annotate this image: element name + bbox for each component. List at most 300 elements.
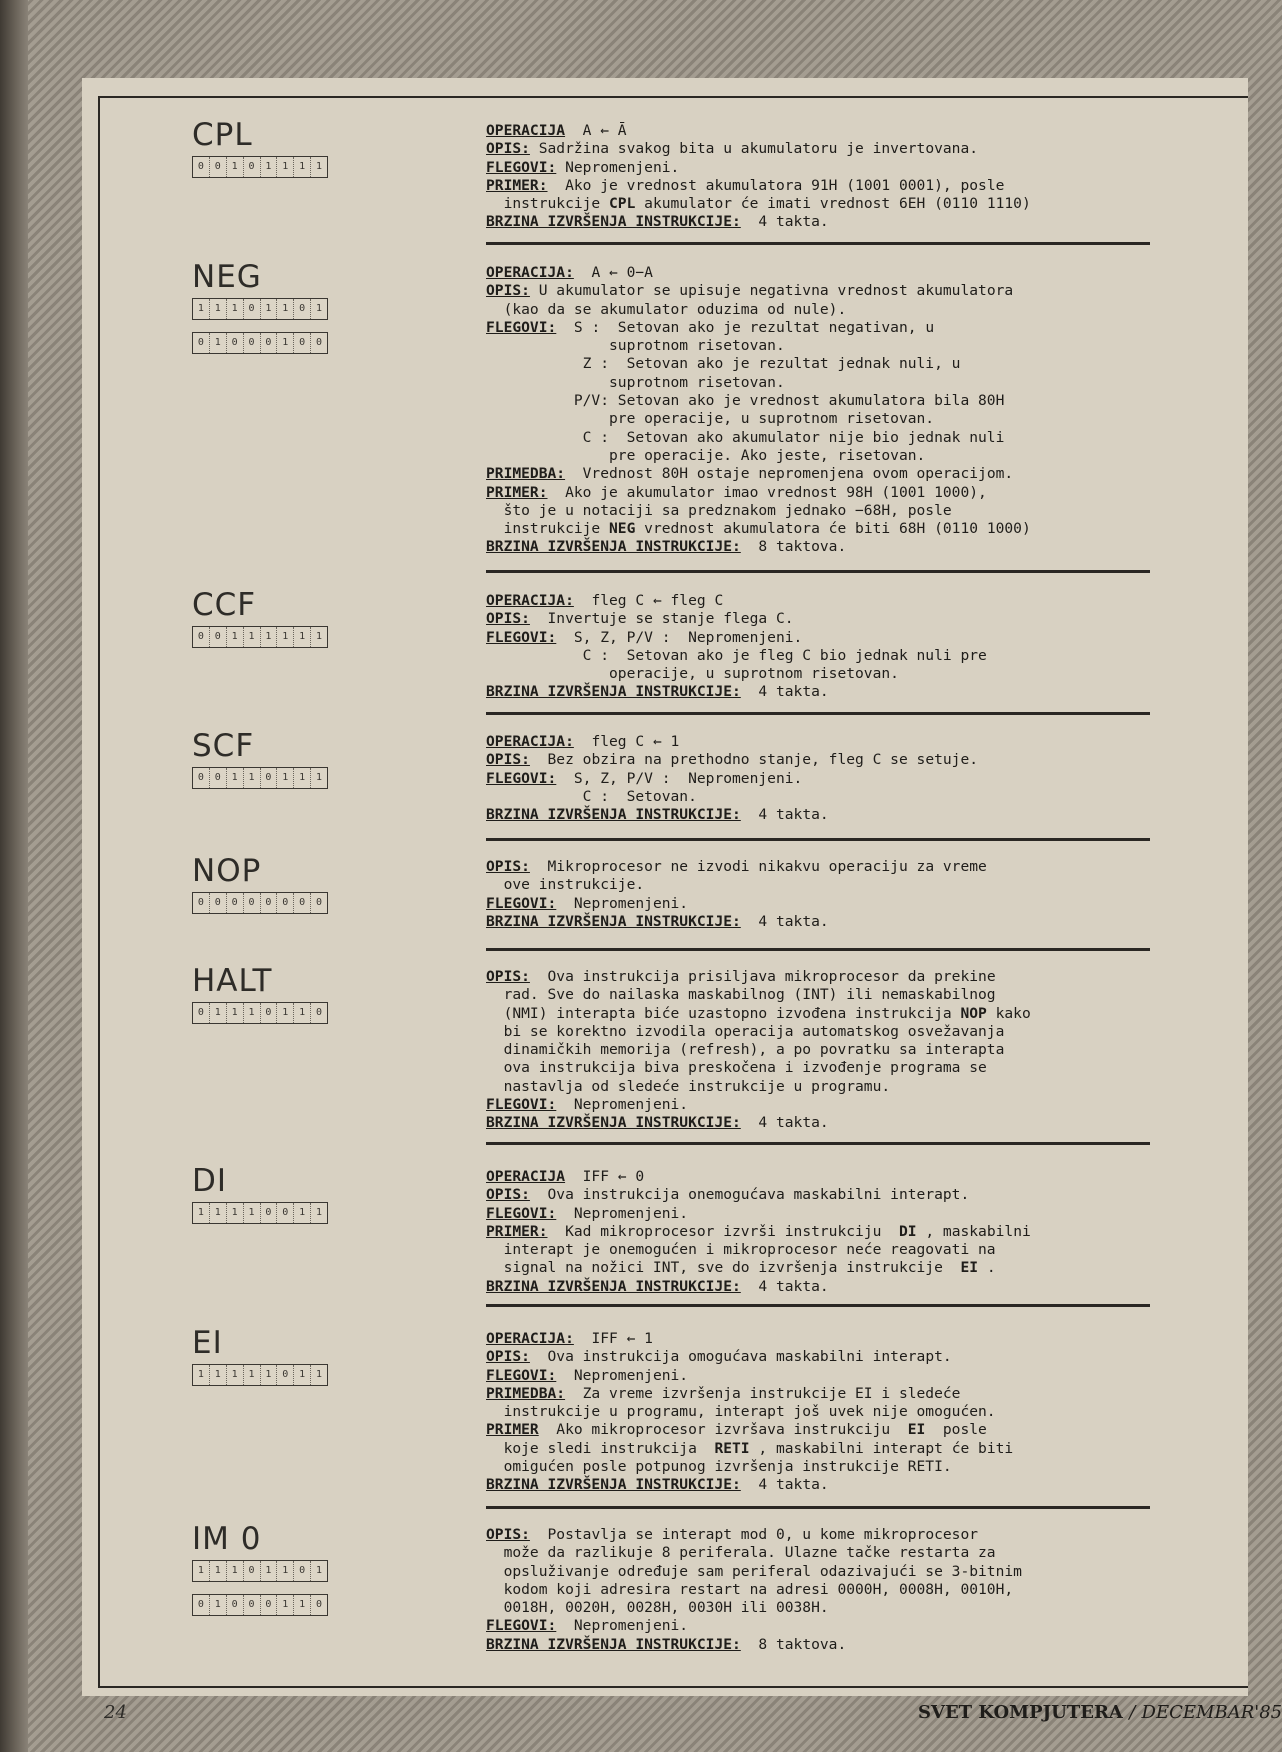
field-text: A ← Ā <box>565 122 627 139</box>
field-label: BRZINA IZVRŠENJA INSTRUKCIJE: <box>486 1476 741 1494</box>
description-line <box>486 751 1166 769</box>
opcode-bit: 1 <box>227 768 244 788</box>
description-line <box>486 913 1166 931</box>
field-text: 8 taktova. <box>740 1635 847 1653</box>
field-text: A ← 0−A <box>573 264 653 281</box>
description-line <box>486 1581 1166 1599</box>
instruction-description <box>486 592 1166 702</box>
opcode-bit: 1 <box>244 1365 261 1385</box>
opcode-bit: 0 <box>227 333 244 353</box>
opcode-bit: 0 <box>244 1561 261 1581</box>
opcode-byte <box>192 332 328 354</box>
description-line <box>486 1278 1166 1296</box>
field-label: FLEGOVI: <box>486 1617 557 1635</box>
opcode-bit: 0 <box>294 893 311 913</box>
opcode-bit: 1 <box>210 1365 227 1385</box>
description-line <box>486 159 1166 177</box>
description-line <box>486 195 1166 213</box>
description-line <box>486 1023 1166 1041</box>
opcode-bit: 1 <box>316 303 323 314</box>
opcode-bit: 1 <box>193 299 210 319</box>
field-label: OPERACIJA: <box>486 264 574 281</box>
field-text: suprotnom risetovan. <box>486 337 785 355</box>
description-line <box>486 1544 1166 1562</box>
instruction-reference: DI <box>898 1222 917 1240</box>
opcode-bit: 1 <box>193 1203 210 1223</box>
description-line <box>486 665 1166 683</box>
field-label: BRZINA IZVRŠENJA INSTRUKCIJE: <box>486 1277 741 1295</box>
field-label: FLEGOVI: <box>486 1366 557 1384</box>
opcode-bit: 1 <box>277 333 294 353</box>
opcode-bit: 0 <box>227 1595 244 1615</box>
field-label: OPIS: <box>486 858 530 875</box>
field-text: Ova instrukcija onemogućava maskabilni interapt. <box>529 1186 970 1204</box>
opcode-bit: 0 <box>193 768 210 788</box>
opcode-bit: 1 <box>210 299 227 319</box>
description-line <box>486 465 1166 483</box>
field-text: C : Setovan ako je fleg C bio jednak nuli pre <box>486 646 987 664</box>
field-label: OPERACIJA: <box>486 1330 574 1347</box>
description-line <box>486 319 1166 337</box>
opcode-bit: 1 <box>294 1003 311 1023</box>
description-line <box>486 1367 1166 1385</box>
section-divider <box>486 1506 1150 1509</box>
description-line <box>486 788 1166 806</box>
opcode-bit: 1 <box>210 1561 227 1581</box>
opcode-bit: 1 <box>227 1561 244 1581</box>
opcode-bit: 0 <box>294 299 311 319</box>
opcode-bit: 1 <box>244 627 261 647</box>
description-line <box>486 1385 1166 1403</box>
field-text: 4 takta. <box>740 806 829 824</box>
instruction-mnemonic: CPL <box>192 117 253 153</box>
field-text: IFF ← 0 <box>565 1168 645 1185</box>
instruction-mnemonic: SCF <box>192 728 255 764</box>
section-divider <box>486 1304 1150 1307</box>
field-text: može da razlikuje 8 periferala. Ulazne tačke restarta za <box>486 1544 996 1562</box>
field-label: BRZINA IZVRŠENJA INSTRUKCIJE: <box>486 912 741 930</box>
field-text: instrukcije <box>486 195 610 213</box>
description-line <box>486 1186 1166 1204</box>
field-text: 4 takta. <box>740 213 829 231</box>
opcode-bit: 1 <box>244 1203 261 1223</box>
section-divider <box>486 1142 1150 1145</box>
opcode-bit: 0 <box>193 1003 210 1023</box>
description-line <box>486 806 1166 824</box>
field-label: OPIS: <box>486 1348 530 1366</box>
opcode-bit: 1 <box>294 627 311 647</box>
description-line <box>486 140 1166 158</box>
opcode-bit: 1 <box>294 1365 311 1385</box>
field-text: Za vreme izvršenja instrukcije EI i sledeće <box>565 1384 961 1402</box>
magazine-title <box>918 1702 1282 1723</box>
description-line <box>486 592 1166 610</box>
instruction-mnemonic: DI <box>192 1163 228 1199</box>
opcode-bit: 1 <box>277 768 294 788</box>
opcode-bit: 1 <box>261 1365 278 1385</box>
opcode-bit: 0 <box>277 893 294 913</box>
field-text: kodom koji adresira restart na adresi 0000H, 0008H, 0010H, <box>486 1580 1014 1598</box>
opcode-bit: 0 <box>316 1007 323 1018</box>
description-line <box>486 1205 1166 1223</box>
field-text: Bez obzira na prethodno stanje, fleg C se setuje. <box>529 751 979 769</box>
field-text: Nepromenjeni. <box>556 158 680 176</box>
description-line <box>486 895 1166 913</box>
opcode-bit: 0 <box>277 1203 294 1223</box>
field-label: PRIMER: <box>486 176 548 194</box>
field-text: Z : Setovan ako je rezultat jednak nuli, u <box>486 355 961 373</box>
description-line <box>486 1476 1166 1494</box>
instruction-reference: NEG <box>609 520 636 538</box>
description-line <box>486 1259 1166 1277</box>
opcode-bit: 1 <box>227 1365 244 1385</box>
field-text: 4 takta. <box>740 1476 829 1494</box>
field-text: operacije, u suprotnom risetovan. <box>486 665 899 683</box>
opcode-bit: 1 <box>316 772 323 783</box>
opcode-bit: 0 <box>261 1595 278 1615</box>
opcode-bit: 0 <box>210 627 227 647</box>
description-line <box>486 629 1166 647</box>
field-text: pre operacije. Ako jeste, risetovan. <box>486 446 926 464</box>
field-label: PRIMEDBA: <box>486 465 566 483</box>
instruction-mnemonic: IM 0 <box>192 1521 262 1557</box>
opcode-bit: 1 <box>244 768 261 788</box>
page-spine-shadow <box>0 0 28 1752</box>
opcode-bit: 1 <box>294 768 311 788</box>
field-text: C : Setovan ako akumulator nije bio jednak nuli <box>486 428 1005 446</box>
field-text: interapt je onemogućen i mikroprocesor neće reagovati na <box>486 1241 996 1259</box>
field-label: BRZINA IZVRŠENJA INSTRUKCIJE: <box>486 1635 741 1653</box>
field-text: S, Z, P/V : Nepromenjeni. <box>556 769 803 787</box>
opcode-bit: 0 <box>193 627 210 647</box>
instruction-description <box>486 1330 1166 1495</box>
description-line <box>486 264 1166 282</box>
description-line <box>486 447 1166 465</box>
field-text: 4 takta. <box>740 912 829 930</box>
instruction-description <box>486 858 1166 931</box>
field-text: Ako je akumulator imao vrednost 98H (1001 1000), <box>547 483 987 501</box>
opcode-bit: 0 <box>261 1003 278 1023</box>
field-label: FLEGOVI: <box>486 318 557 336</box>
field-text: 4 takta. <box>740 1277 829 1295</box>
opcode-byte <box>192 892 328 914</box>
opcode-bit: 1 <box>277 157 294 177</box>
field-label: FLEGOVI: <box>486 158 557 176</box>
description-line <box>486 1348 1166 1366</box>
description-line <box>486 1458 1166 1476</box>
description-line <box>486 986 1166 1004</box>
opcode-bit: 0 <box>210 157 227 177</box>
description-line <box>486 337 1166 355</box>
field-text: Kad mikroprocesor izvrši instrukciju <box>547 1222 899 1240</box>
opcode-bit: 0 <box>193 157 210 177</box>
opcode-bit: 0 <box>193 333 210 353</box>
field-text: bi se korektno izvodila operacija automatskog osvežavanja <box>486 1022 1005 1040</box>
field-label: OPIS: <box>486 751 530 769</box>
field-text: Invertuje se stanje flega C. <box>529 610 794 628</box>
field-text: , maskabilni interapt će biti <box>749 1439 1014 1457</box>
opcode-bit: 1 <box>261 157 278 177</box>
description-line <box>486 770 1166 788</box>
opcode-byte <box>192 298 328 320</box>
opcode-byte <box>192 156 328 178</box>
field-label: BRZINA IZVRŠENJA INSTRUKCIJE: <box>486 683 741 701</box>
instruction-description <box>486 122 1166 232</box>
field-label: OPIS: <box>486 610 530 628</box>
description-line <box>486 1563 1166 1581</box>
field-text: (kao da se akumulator oduzima od nule). <box>486 300 847 318</box>
opcode-bit: 0 <box>277 1365 294 1385</box>
description-line <box>486 1241 1166 1259</box>
opcode-bit: 1 <box>316 1207 323 1218</box>
instruction-reference: NOP <box>960 1004 987 1022</box>
field-text: fleg C ← fleg C <box>573 592 724 609</box>
opcode-bit: 0 <box>261 893 278 913</box>
description-line <box>486 683 1166 701</box>
description-line <box>486 1223 1166 1241</box>
description-line <box>486 647 1166 665</box>
description-line <box>486 122 1166 140</box>
field-text: Nepromenjeni. <box>556 1617 689 1635</box>
field-text: S, Z, P/V : Nepromenjeni. <box>556 628 803 646</box>
opcode-byte <box>192 1594 328 1616</box>
field-text: ova instrukcija biva preskočena i izvođenje programa se <box>486 1059 987 1077</box>
description-line <box>486 355 1166 373</box>
opcode-bit: 0 <box>244 1595 261 1615</box>
opcode-bit: 0 <box>210 768 227 788</box>
field-text: instrukcije <box>486 520 610 538</box>
field-text: 0018H, 0020H, 0028H, 0030H ili 0038H. <box>486 1599 829 1617</box>
instruction-reference: RETI <box>714 1439 750 1457</box>
field-label: OPERACIJA: <box>486 592 574 609</box>
field-text: Nepromenjeni. <box>556 1204 689 1222</box>
description-line <box>486 1078 1166 1096</box>
opcode-bit: 1 <box>227 157 244 177</box>
description-line <box>486 1421 1166 1439</box>
instruction-mnemonic: NOP <box>192 853 262 889</box>
field-text: kako <box>986 1004 1031 1022</box>
field-label: BRZINA IZVRŠENJA INSTRUKCIJE: <box>486 538 741 556</box>
description-line <box>486 1114 1166 1132</box>
field-text: U akumulator se upisuje negativna vrednost akumulatora <box>529 282 1014 300</box>
field-text: Postavlja se interapt mod 0, u kome mikroprocesor <box>529 1526 979 1543</box>
field-text: Ako mikroprocesor izvršava instrukciju <box>538 1421 908 1439</box>
instruction-mnemonic: EI <box>192 1325 223 1361</box>
field-text: opsluživanje određuje sam periferal odazivajući se 3-bitnim <box>486 1562 1022 1580</box>
field-label: FLEGOVI: <box>486 628 557 646</box>
opcode-bit: 1 <box>261 627 278 647</box>
opcode-bit: 0 <box>244 299 261 319</box>
instruction-description <box>486 264 1166 557</box>
description-line <box>486 520 1166 538</box>
opcode-bit: 1 <box>210 333 227 353</box>
description-line <box>486 1005 1166 1023</box>
instruction-mnemonic: HALT <box>192 963 273 999</box>
field-text: C : Setovan. <box>486 787 697 805</box>
opcode-byte <box>192 1364 328 1386</box>
description-line <box>486 177 1166 195</box>
description-line <box>486 1059 1166 1077</box>
opcode-bit: 1 <box>316 631 323 642</box>
opcode-bit: 1 <box>316 161 323 172</box>
field-text: Nepromenjeni. <box>556 1096 689 1114</box>
opcode-bit: 1 <box>261 299 278 319</box>
field-label: OPIS: <box>486 1186 530 1204</box>
opcode-bit: 1 <box>193 1365 210 1385</box>
field-text: 4 takta. <box>740 1114 829 1132</box>
instruction-reference: EI <box>907 1421 926 1439</box>
field-label: OPIS: <box>486 282 530 300</box>
opcode-bit: 0 <box>261 768 278 788</box>
section-divider <box>486 838 1150 841</box>
instruction-description <box>486 968 1166 1133</box>
field-text: 4 takta. <box>740 683 829 701</box>
description-line <box>486 213 1166 231</box>
field-text: IFF ← 1 <box>573 1330 653 1347</box>
section-divider <box>486 242 1150 245</box>
opcode-byte <box>192 1002 328 1024</box>
footer-separator: / <box>1129 1702 1136 1723</box>
field-text: što je u notaciji sa predznakom jednako −68H, posle <box>486 501 952 519</box>
field-text: Vrednost 80H ostaje nepromenjena ovom operacijom. <box>565 465 1014 483</box>
description-line <box>486 538 1166 556</box>
opcode-bit: 1 <box>316 1369 323 1380</box>
description-line <box>486 610 1166 628</box>
opcode-bit: 0 <box>227 893 244 913</box>
description-line <box>486 1330 1166 1348</box>
instruction-description <box>486 1526 1166 1654</box>
issue-date: DECEMBAR'85 <box>1141 1702 1282 1723</box>
description-line <box>486 502 1166 520</box>
field-label: PRIMER <box>486 1421 539 1439</box>
field-label: PRIMER: <box>486 1222 548 1240</box>
opcode-bit: 0 <box>261 1203 278 1223</box>
field-text: P/V: Setovan ako je vrednost akumulatora bila 80H <box>486 392 1005 410</box>
field-text: suprotnom risetovan. <box>486 373 785 391</box>
instruction-reference: EI <box>960 1259 979 1277</box>
field-text: rad. Sve do nailaska maskabilnog (INT) ili nemaskabilnog <box>486 986 996 1004</box>
opcode-bit: 1 <box>244 1003 261 1023</box>
instruction-description <box>486 1168 1166 1296</box>
field-label: OPERACIJA <box>486 122 566 139</box>
opcode-bit: 0 <box>316 1599 323 1610</box>
field-text: vrednost akumulatora će biti 68H (0110 1000) <box>635 520 1031 538</box>
description-line <box>486 1617 1166 1635</box>
description-line <box>486 733 1166 751</box>
opcode-bit: 0 <box>210 893 227 913</box>
opcode-bit: 1 <box>261 1561 278 1581</box>
field-text: Ako je vrednost akumulatora 91H (1001 0001), posle <box>547 176 1005 194</box>
field-label: PRIMEDBA: <box>486 1384 566 1402</box>
section-divider <box>486 948 1150 951</box>
field-text: dinamičkih memorija (refresh), a po povratku sa interapta <box>486 1041 1005 1059</box>
opcode-bit: 1 <box>227 299 244 319</box>
page-number: 24 <box>104 1702 127 1723</box>
description-line <box>486 1041 1166 1059</box>
instruction-mnemonic: NEG <box>192 259 262 295</box>
opcode-bit: 0 <box>193 893 210 913</box>
opcode-bit: 1 <box>227 627 244 647</box>
description-line <box>486 1403 1166 1421</box>
field-text: Nepromenjeni. <box>556 894 689 912</box>
field-label: OPERACIJA <box>486 1168 566 1185</box>
field-text: koje sledi instrukcija <box>486 1439 715 1457</box>
magazine-name: SVET KOMPJUTERA <box>918 1702 1123 1723</box>
field-text: instrukcije u programu, interapt još uvek nije omogućen. <box>486 1403 996 1421</box>
field-text: , maskabilni <box>916 1222 1031 1240</box>
opcode-bit: 1 <box>277 1595 294 1615</box>
field-label: OPIS: <box>486 140 530 158</box>
opcode-bit: 1 <box>294 157 311 177</box>
opcode-bit: 1 <box>210 1003 227 1023</box>
field-text: nastavlja od sledeće instrukcije u programu. <box>486 1077 891 1095</box>
description-line <box>486 968 1166 986</box>
field-label: BRZINA IZVRŠENJA INSTRUKCIJE: <box>486 1114 741 1132</box>
field-text: fleg C ← 1 <box>573 733 680 750</box>
section-divider <box>486 570 1150 573</box>
description-line <box>486 1636 1166 1654</box>
field-text: S : Setovan ako je rezultat negativan, u <box>556 318 935 336</box>
field-label: OPIS: <box>486 1526 530 1543</box>
opcode-bit: 1 <box>227 1203 244 1223</box>
instruction-reference: CPL <box>609 195 636 213</box>
opcode-byte <box>192 767 328 789</box>
description-line <box>486 282 1166 300</box>
field-text: posle <box>925 1421 987 1439</box>
opcode-bit: 0 <box>193 1595 210 1615</box>
description-line <box>486 1440 1166 1458</box>
opcode-bit: 0 <box>244 333 261 353</box>
field-label: OPIS: <box>486 968 530 985</box>
description-line <box>486 392 1166 410</box>
opcode-byte <box>192 1202 328 1224</box>
description-line <box>486 429 1166 447</box>
field-text: ove instrukcije. <box>486 876 645 894</box>
opcode-bit: 1 <box>294 1595 311 1615</box>
field-text: (NMI) interapta biće uzastopno izvođena instrukcija <box>486 1004 961 1022</box>
field-text: signal na nožici INT, sve do izvršenja instrukcije <box>486 1259 961 1277</box>
opcode-bit: 1 <box>210 1203 227 1223</box>
description-line <box>486 374 1166 392</box>
field-label: FLEGOVI: <box>486 894 557 912</box>
field-text: Ova instrukcija omogućava maskabilni interapt. <box>529 1348 952 1366</box>
description-line <box>486 301 1166 319</box>
opcode-bit: 0 <box>261 333 278 353</box>
opcode-bit: 1 <box>277 1561 294 1581</box>
description-line <box>486 410 1166 428</box>
opcode-byte <box>192 626 328 648</box>
field-label: BRZINA IZVRŠENJA INSTRUKCIJE: <box>486 806 741 824</box>
field-text: Ova instrukcija prisiljava mikroprocesor da prekine <box>529 968 996 985</box>
field-text: omigućen posle potpunog izvršenja instrukcije RETI. <box>486 1458 952 1476</box>
opcode-bit: 1 <box>277 1003 294 1023</box>
opcode-bit: 1 <box>227 1003 244 1023</box>
page-footer <box>0 1702 1282 1738</box>
instruction-mnemonic: CCF <box>192 587 257 623</box>
opcode-bit: 0 <box>244 893 261 913</box>
field-text: 8 taktova. <box>740 538 847 556</box>
opcode-bit: 0 <box>294 1561 311 1581</box>
field-label: OPERACIJA: <box>486 733 574 750</box>
description-line <box>486 876 1166 894</box>
description-line <box>486 1096 1166 1114</box>
description-line <box>486 1599 1166 1617</box>
opcode-bit: 1 <box>210 1595 227 1615</box>
field-text: Nepromenjeni. <box>556 1366 689 1384</box>
field-label: FLEGOVI: <box>486 769 557 787</box>
field-text: akumulator će imati vrednost 6EH (0110 1110) <box>635 195 1031 213</box>
field-label: FLEGOVI: <box>486 1096 557 1114</box>
